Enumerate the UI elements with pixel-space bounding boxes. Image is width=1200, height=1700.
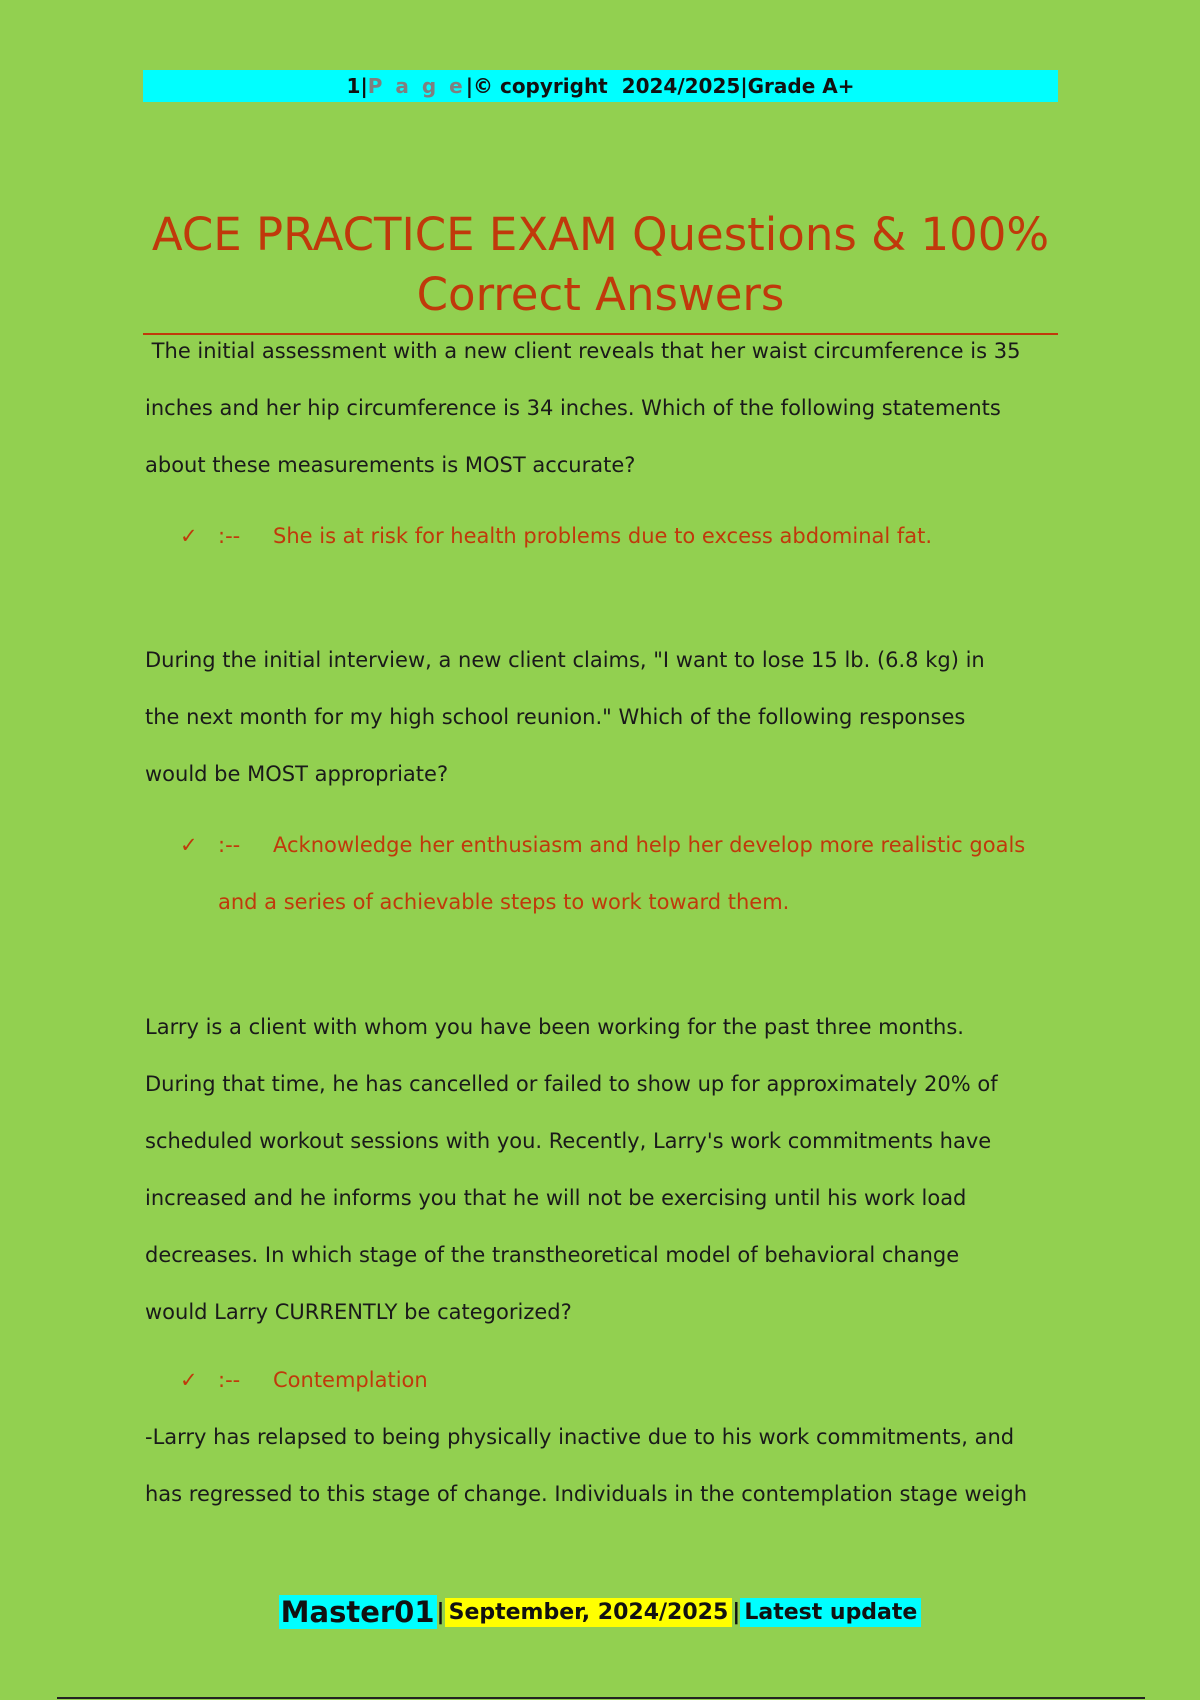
question-2	[145, 632, 1065, 803]
document-title	[143, 205, 1058, 325]
question-line: During the initial interview, a new client claims, "I want to lose 15 lb. (6.8 kg) in	[145, 648, 985, 672]
answer-separator: :--	[218, 833, 241, 857]
question-line: increased and he informs you that he will not be exercising until his work load	[145, 1186, 967, 1210]
question-line: Larry is a client with whom you have been working for the past three months.	[145, 1015, 964, 1039]
bottom-divider	[57, 1697, 1145, 1699]
answer-separator: :--	[218, 524, 241, 548]
footer-update: Latest update	[740, 1598, 921, 1627]
explanation-line: -Larry has relapsed to being physically inactive due to his work commitments, and	[145, 1425, 1015, 1449]
question-1	[145, 323, 1065, 494]
answer-1	[180, 508, 1060, 565]
answer-2	[180, 817, 1060, 931]
page-footer	[0, 1595, 1200, 1629]
question-line: about these measurements is MOST accurate?	[145, 453, 636, 477]
title-line-1: ACE PRACTICE EXAM Questions & 100%	[151, 208, 1050, 261]
answer-line: and a series of achievable steps to work toward them.	[218, 890, 790, 914]
question-line: The initial assessment with a new client reveals that her waist circumference is 35	[145, 339, 1021, 363]
header-pipe: |	[465, 74, 473, 98]
header-pipe: |	[360, 74, 368, 98]
question-line: decreases. In which stage of the transtheoretical model of behavioral change	[145, 1243, 960, 1267]
grade-text: Grade A+	[747, 74, 855, 98]
question-line: inches and her hip circumference is 34 inches. Which of the following statements	[145, 396, 1001, 420]
checkmark-icon: ✓	[180, 833, 198, 857]
footer-date: September, 2024/2025	[445, 1598, 733, 1627]
footer-brand: Master01	[280, 1595, 435, 1629]
page-header	[143, 70, 1058, 102]
footer-pipe: |	[436, 1599, 445, 1625]
page-word: P a g e	[367, 74, 466, 98]
explanation-line: has regressed to this stage of change. Individuals in the contemplation stage weigh	[145, 1482, 1028, 1506]
copyright-text: © copyright 2024/2025	[473, 74, 741, 98]
answer-3	[180, 1352, 1060, 1409]
question-line: would be MOST appropriate?	[145, 762, 449, 786]
answer-line: She is at risk for health problems due to excess abdominal fat.	[273, 524, 933, 548]
question-line: scheduled workout sessions with you. Recently, Larry's work commitments have	[145, 1129, 992, 1153]
question-line: the next month for my high school reunion." Which of the following responses	[145, 705, 966, 729]
title-line-2: Correct Answers	[416, 268, 785, 321]
checkmark-icon: ✓	[180, 1368, 198, 1392]
question-line: During that time, he has cancelled or failed to show up for approximately 20% of	[145, 1072, 998, 1096]
footer-pipe: |	[732, 1599, 741, 1625]
answer-line: Contemplation	[273, 1368, 428, 1392]
question-3	[145, 999, 1065, 1341]
header-pipe: |	[740, 74, 748, 98]
answer-line: Acknowledge her enthusiasm and help her develop more realistic goals	[273, 833, 1026, 857]
explanation-3	[145, 1409, 1065, 1523]
question-line: would Larry CURRENTLY be categorized?	[145, 1300, 572, 1324]
page-number: 1	[346, 74, 361, 98]
checkmark-icon: ✓	[180, 524, 198, 548]
answer-separator: :--	[218, 1368, 241, 1392]
